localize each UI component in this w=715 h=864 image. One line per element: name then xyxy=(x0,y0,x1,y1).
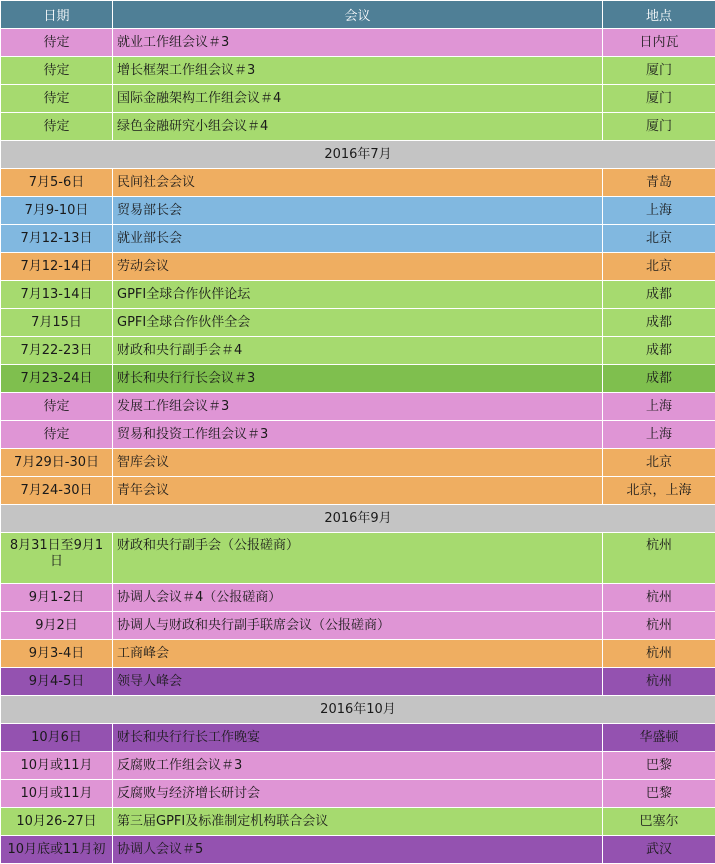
date-cell: 7月29日-30日 xyxy=(1,449,113,477)
table-row xyxy=(1,477,715,505)
location-cell: 厦门 xyxy=(603,113,715,141)
meeting-cell: 财长和央行行长工作晚宴 xyxy=(113,724,603,752)
date-cell: 7月15日 xyxy=(1,309,113,337)
location-cell: 巴黎 xyxy=(603,752,715,780)
meeting-cell: 协调人会议＃4（公报磋商） xyxy=(113,584,603,612)
table-row xyxy=(1,253,715,281)
meeting-cell: 贸易和投资工作组会议＃3 xyxy=(113,421,603,449)
section-label: 2016年10月 xyxy=(1,696,715,724)
location-cell: 上海 xyxy=(603,197,715,225)
table-row xyxy=(1,393,715,421)
table-row xyxy=(1,533,715,584)
header-location: 地点 xyxy=(603,1,715,29)
date-cell: 7月13-14日 xyxy=(1,281,113,309)
location-cell: 巴黎 xyxy=(603,780,715,808)
location-cell: 青岛 xyxy=(603,169,715,197)
table-row xyxy=(1,309,715,337)
location-cell: 华盛顿 xyxy=(603,724,715,752)
meeting-cell: GPFI全球合作伙伴全会 xyxy=(113,309,603,337)
section-row xyxy=(1,505,715,533)
table-row xyxy=(1,197,715,225)
location-cell: 上海 xyxy=(603,421,715,449)
date-cell: 9月3-4日 xyxy=(1,640,113,668)
meeting-cell: 青年会议 xyxy=(113,477,603,505)
meeting-cell: 绿色金融研究小组会议＃4 xyxy=(113,113,603,141)
date-cell: 待定 xyxy=(1,113,113,141)
meeting-cell: 就业工作组会议＃3 xyxy=(113,29,603,57)
meeting-cell: 民间社会会议 xyxy=(113,169,603,197)
meeting-cell: 反腐败与经济增长研讨会 xyxy=(113,780,603,808)
meeting-cell: 协调人与财政和央行副手联席会议（公报磋商） xyxy=(113,612,603,640)
location-cell: 杭州 xyxy=(603,668,715,696)
section-row xyxy=(1,696,715,724)
date-cell: 9月4-5日 xyxy=(1,668,113,696)
location-cell: 北京 xyxy=(603,225,715,253)
date-cell: 7月5-6日 xyxy=(1,169,113,197)
table-row xyxy=(1,668,715,696)
meeting-cell: 反腐败工作组会议＃3 xyxy=(113,752,603,780)
meeting-cell: 发展工作组会议＃3 xyxy=(113,393,603,421)
table-row xyxy=(1,337,715,365)
meeting-cell: 增长框架工作组会议＃3 xyxy=(113,57,603,85)
date-cell: 待定 xyxy=(1,85,113,113)
schedule-body xyxy=(1,29,715,864)
table-row xyxy=(1,113,715,141)
location-cell: 成都 xyxy=(603,281,715,309)
date-cell: 9月2日 xyxy=(1,612,113,640)
location-cell: 杭州 xyxy=(603,533,715,584)
table-row xyxy=(1,780,715,808)
table-row xyxy=(1,421,715,449)
location-cell: 杭州 xyxy=(603,612,715,640)
location-cell: 成都 xyxy=(603,337,715,365)
date-cell: 7月24-30日 xyxy=(1,477,113,505)
meeting-cell: 工商峰会 xyxy=(113,640,603,668)
date-cell: 9月1-2日 xyxy=(1,584,113,612)
table-row xyxy=(1,225,715,253)
table-row xyxy=(1,808,715,836)
location-cell: 日内瓦 xyxy=(603,29,715,57)
table-row xyxy=(1,365,715,393)
meeting-cell: 第三届GPFI及标准制定机构联合会议 xyxy=(113,808,603,836)
date-cell: 7月12-14日 xyxy=(1,253,113,281)
location-cell: 巴塞尔 xyxy=(603,808,715,836)
meeting-cell: 贸易部长会 xyxy=(113,197,603,225)
date-cell: 8月31日至9月1日 xyxy=(1,533,113,584)
location-cell: 武汉 xyxy=(603,836,715,864)
table-row xyxy=(1,57,715,85)
date-cell: 7月9-10日 xyxy=(1,197,113,225)
table-row xyxy=(1,29,715,57)
table-row xyxy=(1,640,715,668)
date-cell: 待定 xyxy=(1,421,113,449)
meeting-cell: 协调人会议＃5 xyxy=(113,836,603,864)
section-label: 2016年7月 xyxy=(1,141,715,169)
meeting-cell: 就业部长会 xyxy=(113,225,603,253)
table-row xyxy=(1,612,715,640)
location-cell: 北京 xyxy=(603,253,715,281)
location-cell: 北京 xyxy=(603,449,715,477)
meeting-cell: 财政和央行副手会（公报磋商） xyxy=(113,533,603,584)
meeting-cell: GPFI全球合作伙伴论坛 xyxy=(113,281,603,309)
location-cell: 成都 xyxy=(603,309,715,337)
header-row xyxy=(1,1,715,29)
header-date: 日期 xyxy=(1,1,113,29)
location-cell: 上海 xyxy=(603,393,715,421)
table-row xyxy=(1,584,715,612)
date-cell: 7月12-13日 xyxy=(1,225,113,253)
location-cell: 杭州 xyxy=(603,640,715,668)
table-row xyxy=(1,836,715,864)
date-cell: 7月22-23日 xyxy=(1,337,113,365)
location-cell: 厦门 xyxy=(603,57,715,85)
date-cell: 7月23-24日 xyxy=(1,365,113,393)
table-row xyxy=(1,281,715,309)
meeting-cell: 财政和央行副手会＃4 xyxy=(113,337,603,365)
date-cell: 10月26-27日 xyxy=(1,808,113,836)
location-cell: 厦门 xyxy=(603,85,715,113)
header-meeting: 会议 xyxy=(113,1,603,29)
date-cell: 待定 xyxy=(1,393,113,421)
meeting-cell: 财长和央行行长会议＃3 xyxy=(113,365,603,393)
location-cell: 杭州 xyxy=(603,584,715,612)
date-cell: 10月6日 xyxy=(1,724,113,752)
table-row xyxy=(1,752,715,780)
meeting-cell: 智库会议 xyxy=(113,449,603,477)
section-label: 2016年9月 xyxy=(1,505,715,533)
location-cell: 成都 xyxy=(603,365,715,393)
table-row xyxy=(1,449,715,477)
section-row xyxy=(1,141,715,169)
date-cell: 10月或11月 xyxy=(1,752,113,780)
meeting-cell: 国际金融架构工作组会议＃4 xyxy=(113,85,603,113)
date-cell: 待定 xyxy=(1,57,113,85)
date-cell: 待定 xyxy=(1,29,113,57)
table-row xyxy=(1,85,715,113)
date-cell: 10月底或11月初 xyxy=(1,836,113,864)
table-row xyxy=(1,724,715,752)
location-cell: 北京，上海 xyxy=(603,477,715,505)
table-row xyxy=(1,169,715,197)
date-cell: 10月或11月 xyxy=(1,780,113,808)
meeting-cell: 领导人峰会 xyxy=(113,668,603,696)
meeting-cell: 劳动会议 xyxy=(113,253,603,281)
